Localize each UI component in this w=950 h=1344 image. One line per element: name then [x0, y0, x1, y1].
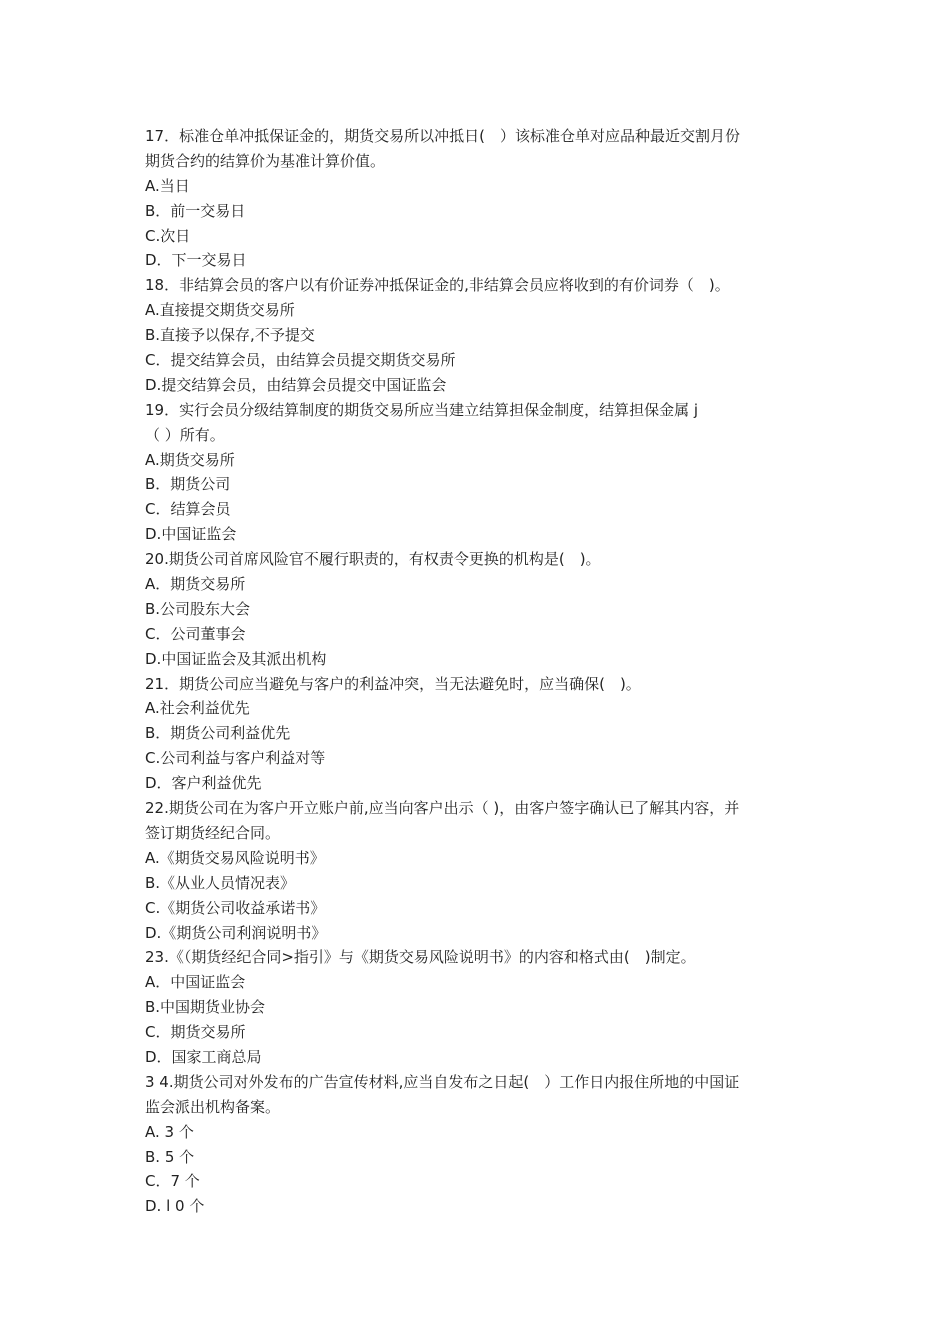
- option-a: A.《期货交易风险说明书》: [145, 848, 325, 867]
- question-20: [145, 547, 815, 671]
- option-d: D.中国证监会: [145, 525, 237, 544]
- question-stem: 18．非结算会员的客户以有价证券冲抵保证金的,非结算会员应将收到的有价词券（ )。: [145, 276, 730, 295]
- question-stem: （ ）所有。: [145, 425, 225, 444]
- option-a: A. 3 个: [145, 1122, 194, 1141]
- question-stem: 3 4.期货公司对外发布的广告宣传材料,应当自发布之日起( ）工作日内报住所地的中国证: [145, 1072, 740, 1091]
- option-b: B.直接予以保存,不予提交: [145, 326, 315, 345]
- question-17: [145, 124, 815, 273]
- option-b: B．期货公司: [145, 475, 231, 494]
- option-b: B.中国期货业协会: [145, 998, 266, 1017]
- question-22: [145, 796, 815, 945]
- option-c: C．结算会员: [145, 500, 231, 519]
- option-d: D. l 0 个: [145, 1197, 205, 1216]
- option-a: A.社会利益优先: [145, 699, 250, 718]
- option-b: B．期货公司利益优先: [145, 724, 291, 743]
- option-a: A．中国证监会: [145, 973, 246, 992]
- option-c: C．7 个: [145, 1172, 200, 1191]
- question-18: [145, 273, 815, 397]
- option-d: D．客户利益优先: [145, 774, 262, 793]
- question-stem: 签订期货经纪合同。: [145, 823, 281, 842]
- question-stem: 20.期货公司首席风险官不履行职责的，有权责令更换的机构是( )。: [145, 550, 601, 569]
- option-b: B. 5 个: [145, 1147, 195, 1166]
- option-a: A.当日: [145, 176, 190, 195]
- question-24: [145, 1070, 815, 1219]
- option-d: D．国家工商总局: [145, 1047, 262, 1066]
- option-d: D.《期货公司利润说明书》: [145, 923, 327, 942]
- option-c: C．提交结算会员，由结算会员提交期货交易所: [145, 351, 456, 370]
- option-a: A.期货交易所: [145, 450, 235, 469]
- question-stem: 17．标准仓单冲抵保证金的，期货交易所以冲抵日( ）该标准仓单对应品种最近交割月份: [145, 127, 740, 145]
- option-c: C.《期货公司收益承诺书》: [145, 898, 326, 917]
- option-c: C.公司利益与客户利益对等: [145, 749, 326, 768]
- option-b: B.公司股东大会: [145, 599, 251, 618]
- question-19: [145, 398, 815, 547]
- option-c: C．公司董事会: [145, 624, 246, 643]
- question-21: [145, 672, 815, 796]
- option-d: D.中国证监会及其派出机构: [145, 649, 327, 668]
- question-stem: 监会派出机构备案。: [145, 1097, 281, 1116]
- document-page: [145, 124, 815, 1219]
- option-b: B.《从业人员情况表》: [145, 873, 296, 892]
- option-c: C.次日: [145, 226, 191, 245]
- option-b: B．前一交易日: [145, 201, 246, 220]
- question-stem: 19．实行会员分级结算制度的期货交易所应当建立结算担保金制度，结算担保金属 j: [145, 400, 699, 419]
- option-c: C．期货交易所: [145, 1023, 246, 1042]
- option-d: D.提交结算会员，由结算会员提交中国证监会: [145, 375, 447, 394]
- question-stem: 21．期货公司应当避免与客户的利益冲突，当无法避免时，应当确保( )。: [145, 674, 641, 693]
- question-stem: 22.期货公司在为客户开立账户前,应当向客户出示（ )，由客户签字确认已了解其内容，并: [145, 799, 740, 818]
- question-stem: 期货合约的结算价为基准计算价值。: [145, 151, 386, 170]
- option-a: A．期货交易所: [145, 575, 246, 594]
- question-stem: 23.《（期货经纪合同>指引》与《期货交易风险说明书》的内容和格式由( )制定。: [145, 948, 696, 967]
- question-23: [145, 945, 815, 1069]
- option-a: A.直接提交期货交易所: [145, 301, 295, 320]
- option-d: D．下一交易日: [145, 251, 247, 270]
